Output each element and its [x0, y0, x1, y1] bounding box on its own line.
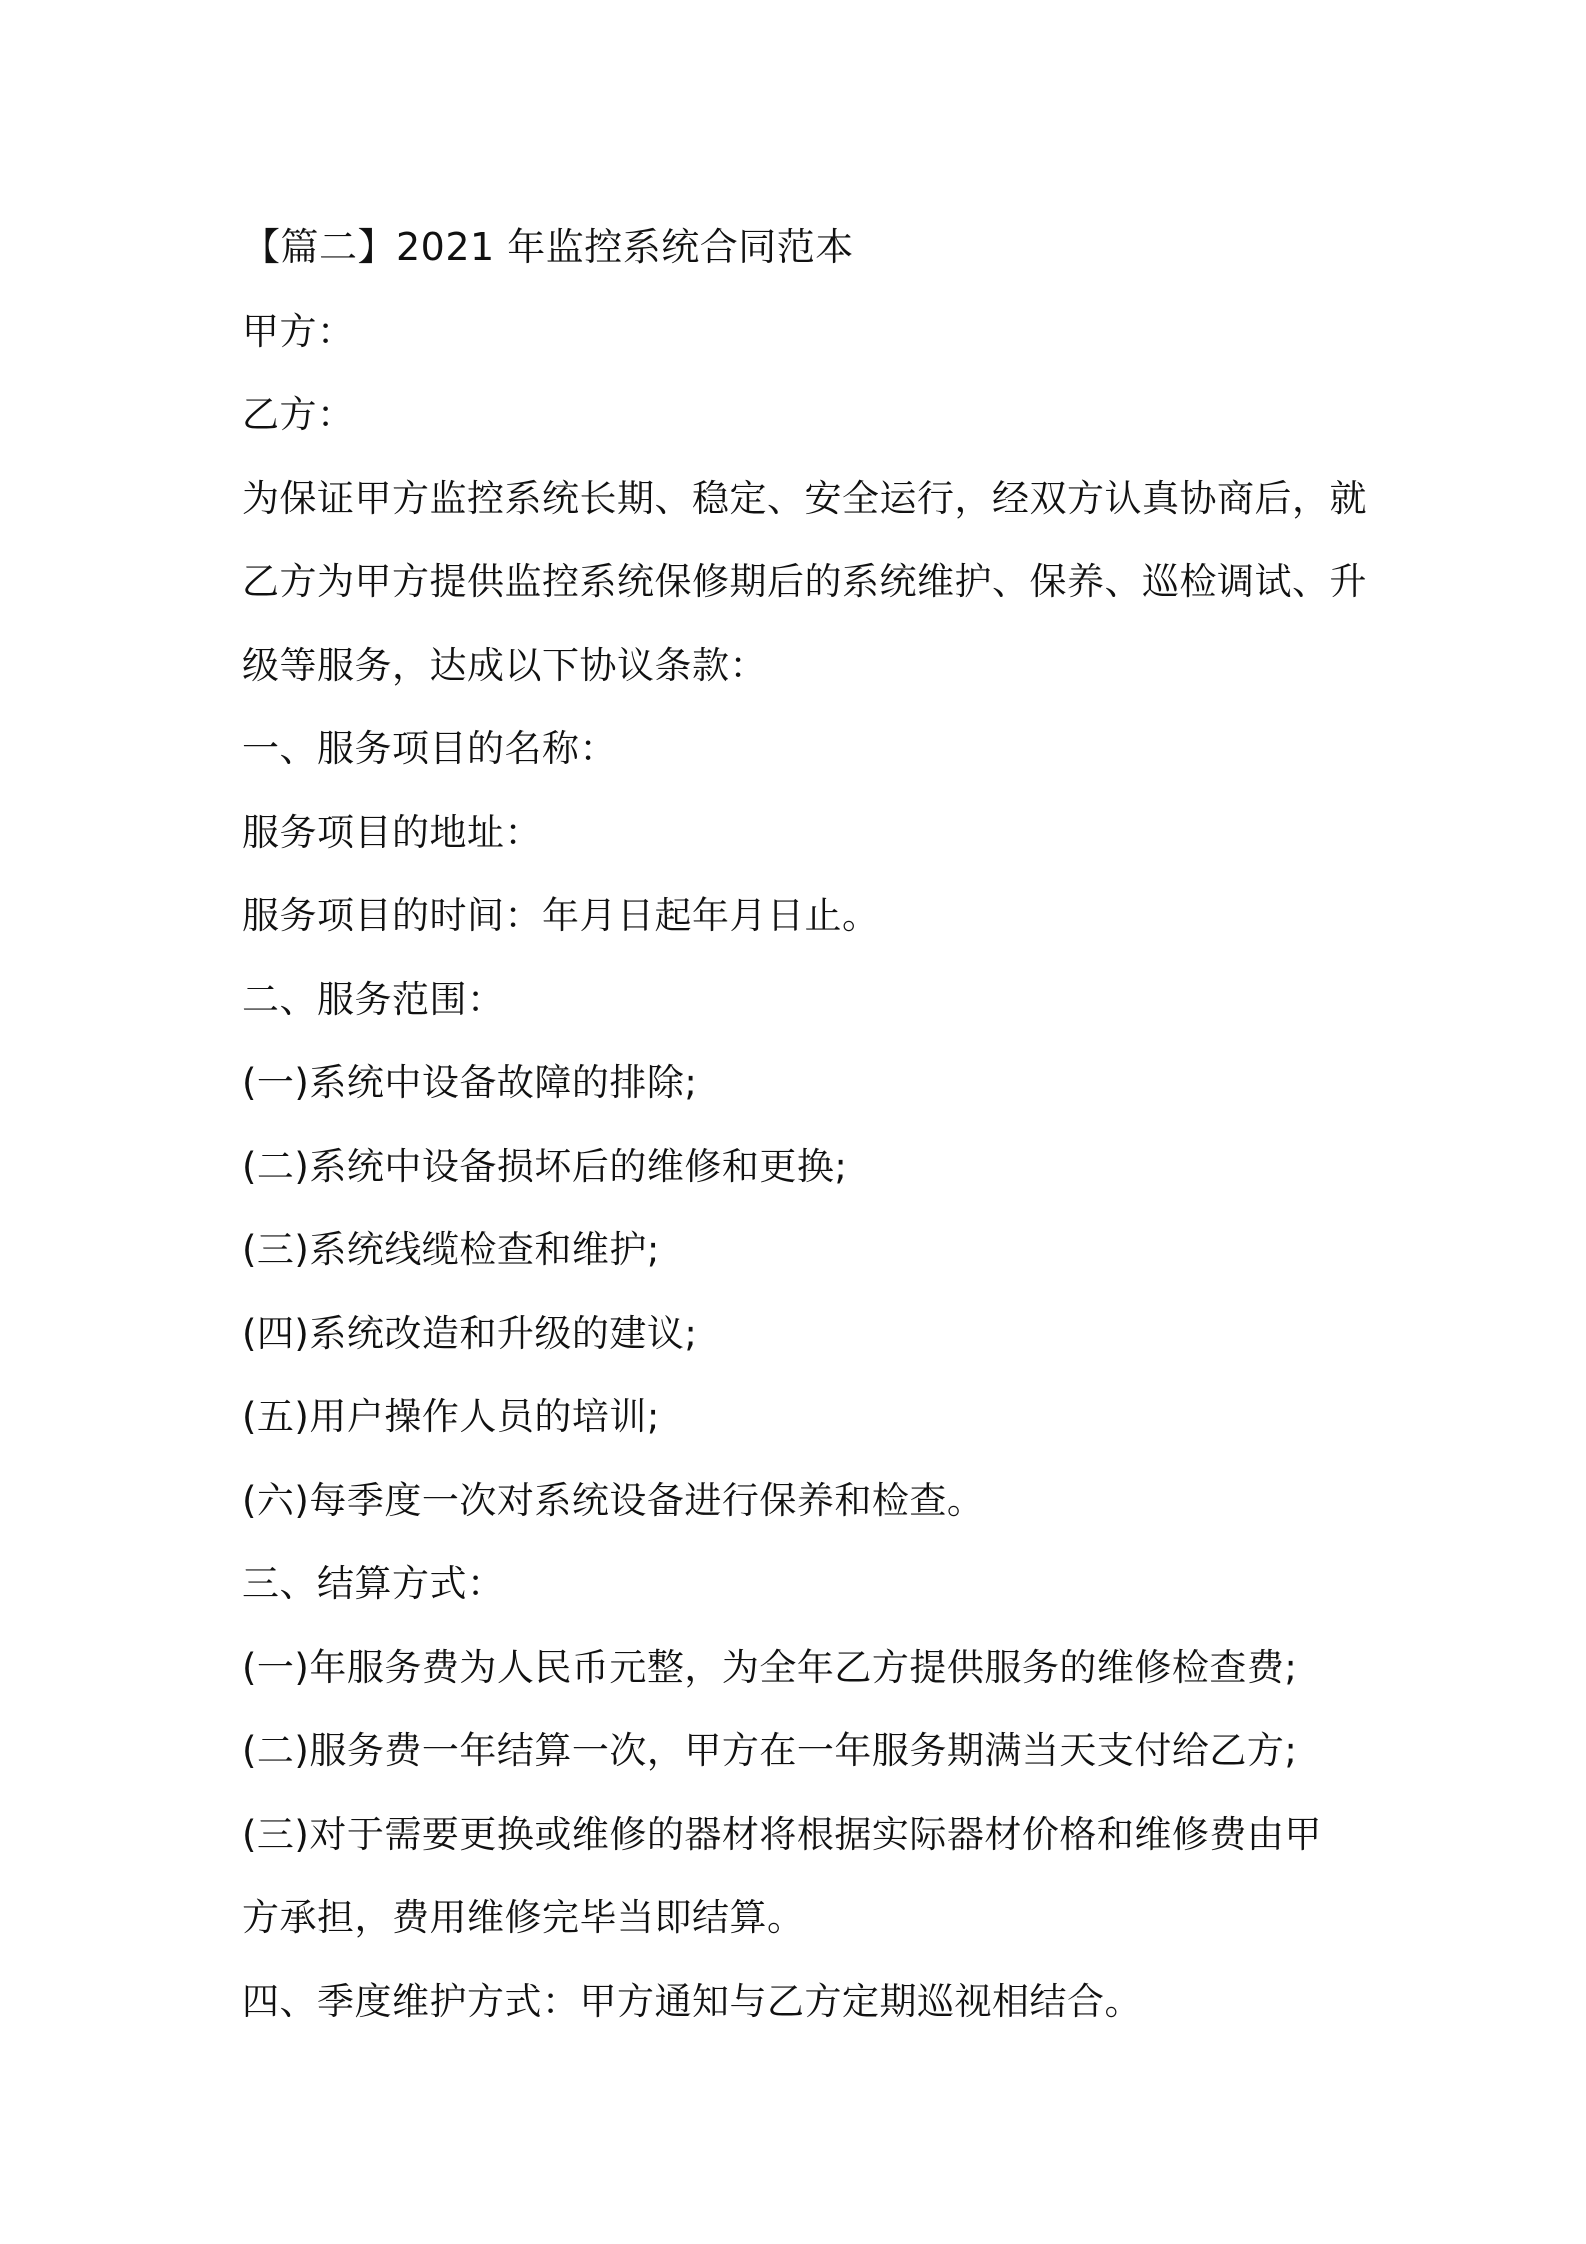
service-scope-item: (三)系统线缆检查和维护;	[242, 1228, 660, 1271]
service-scope-item: (一)系统中设备故障的排除;	[242, 1061, 698, 1104]
section-heading-3: 三、结算方式：	[242, 1562, 505, 1605]
section-heading-4: 四、季度维护方式：甲方通知与乙方定期巡视相结合。	[242, 1979, 1142, 2023]
service-scope-item: (六)每季度一次对系统设备进行保养和检查。	[242, 1478, 985, 1522]
service-time: 服务项目的时间：年月日起年月日止。	[242, 894, 880, 937]
settlement-item: (一)年服务费为人民币元整，为全年乙方提供服务的维修检查费;	[242, 1645, 1298, 1689]
intro-line: 为保证甲方监控系统长期、稳定、安全运行，经双方认真协商后，就	[242, 476, 1367, 520]
service-scope-item: (二)系统中设备损坏后的维修和更换;	[242, 1144, 848, 1188]
party-a-label: 甲方：	[242, 309, 355, 353]
section-heading-1: 一、服务项目的名称：	[242, 727, 617, 770]
intro-line: 乙方为甲方提供监控系统保修期后的系统维护、保养、巡检调试、升	[242, 560, 1367, 603]
section-heading-2: 二、服务范围：	[242, 977, 505, 1021]
settlement-item: 方承担，费用维修完毕当即结算。	[242, 1896, 805, 1939]
settlement-item: (二)服务费一年结算一次，甲方在一年服务期满当天支付给乙方;	[242, 1729, 1298, 1772]
document-title: 【篇二】2021 年监控系统合同范本	[242, 225, 854, 269]
service-scope-item: (五)用户操作人员的培训;	[242, 1395, 660, 1438]
intro-line: 级等服务，达成以下协议条款：	[242, 643, 767, 687]
service-address: 服务项目的地址：	[242, 810, 542, 854]
service-scope-item: (四)系统改造和升级的建议;	[242, 1311, 698, 1355]
party-b-label: 乙方：	[242, 393, 355, 436]
document-body	[242, 206, 1367, 2043]
settlement-item: (三)对于需要更换或维修的器材将根据实际器材价格和维修费由甲	[242, 1812, 1322, 1856]
